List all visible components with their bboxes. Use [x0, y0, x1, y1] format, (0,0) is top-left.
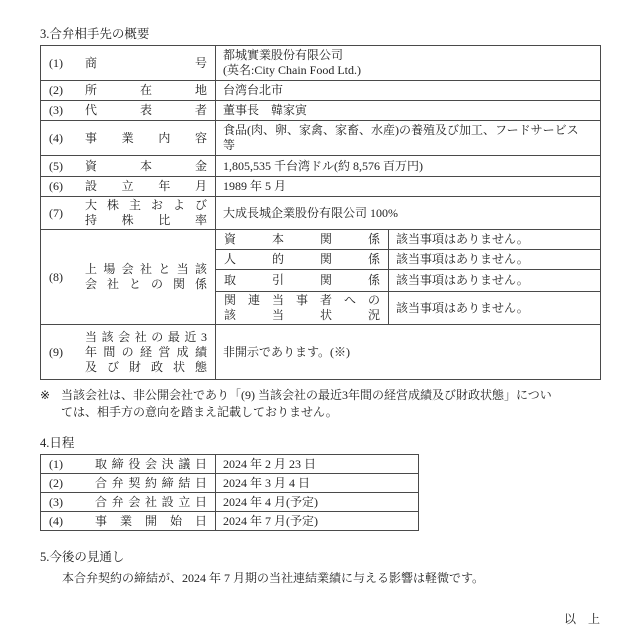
row-label-line2: 持 株 比 率: [85, 213, 207, 227]
relation-label: 人 的 関 係: [224, 252, 380, 266]
row-number: (1): [49, 456, 63, 471]
row-value: 2024 年 3 月 4 日: [223, 475, 311, 490]
row-label: 所 在 地: [85, 83, 207, 97]
row-label-cell: [41, 81, 216, 101]
row-value: 台湾台北市: [223, 83, 284, 97]
row-value: 2024 年 2 月 23 日: [223, 456, 317, 471]
row-number: (2): [49, 475, 63, 490]
row-value-cell: [216, 512, 419, 531]
relation-value-cell: [389, 270, 601, 292]
row-label: 商 号: [85, 55, 207, 70]
row-number: (9): [49, 344, 63, 359]
row-value-cell: [216, 325, 601, 380]
relation-label-cell: [216, 292, 389, 325]
relation-label: 資 本 関 係: [224, 232, 380, 246]
row-value: 2024 年 7 月(予定): [223, 513, 318, 528]
relation-label-line2: 該 当 状 況: [224, 308, 380, 322]
relation-label: 取 引 関 係: [224, 273, 380, 287]
company-name-english: (英名:City Chain Food Ltd.): [223, 63, 362, 77]
row-number: (6): [49, 179, 63, 193]
relation-value-cell: [389, 250, 601, 270]
row-label-line3: 及 び 財 政 状 態: [85, 359, 207, 374]
row-label-cell: [41, 101, 216, 121]
row-value-cell: [216, 121, 601, 156]
row-value-cell: [216, 197, 601, 230]
table-row: [41, 230, 601, 250]
row-number: (4): [49, 513, 63, 528]
outlook-text: 本合弁契約の締結が、2024 年 7 月期の当社連結業績に与える影響は軽微です。: [62, 571, 485, 585]
row-label: 当 該 会 社 の 最 近 3: [85, 329, 207, 344]
row-number: (2): [49, 83, 63, 97]
relation-label-cell: [216, 250, 389, 270]
relation-value: 該当事項はありません。: [396, 300, 529, 315]
row-value: 1989 年 5 月: [223, 179, 287, 193]
row-label: 代 表 者: [85, 103, 207, 117]
row-label-cell: [41, 455, 216, 474]
row-value-cell: [216, 156, 601, 177]
relation-label: 関 連 当 事 者 へ の: [224, 293, 380, 307]
row-value-cell: [216, 46, 601, 81]
row-value-cell: [216, 455, 419, 474]
relation-label-cell: [216, 230, 389, 250]
footnote: [40, 387, 600, 421]
row-label: 大 株 主 お よ び: [85, 198, 207, 212]
relation-value: 該当事項はありません。: [396, 273, 529, 287]
schedule-table: [40, 454, 419, 531]
row-label: 合 弁 契 約 締 結 日: [95, 475, 207, 490]
row-number: (4): [49, 130, 63, 145]
row-number: (1): [49, 55, 63, 70]
row-value-cell: [216, 81, 601, 101]
footnote-text: [61, 387, 600, 421]
row-label-cell: [41, 197, 216, 230]
outlook-heading: 5.今後の見通し: [40, 550, 125, 564]
row-label-cell: [41, 512, 216, 531]
row-label-cell: [41, 325, 216, 380]
table-row: [41, 474, 419, 493]
table-row: [41, 197, 601, 230]
row-value-cell: [216, 493, 419, 512]
row-label: 取 締 役 会 決 議 日: [95, 456, 207, 471]
relation-value-cell: [389, 230, 601, 250]
row-label-cell: [41, 230, 216, 325]
relation-label-cell: [216, 270, 389, 292]
footnote-line1: 当該会社は、非公開会社であり「(9) 当該会社の最近3年間の経営成績及び財政状態」につい: [61, 388, 552, 402]
relation-value: 該当事項はありません。: [396, 252, 529, 266]
row-value: 食品(肉、卵、家禽、家畜、水産)の養殖及び加工、フードサービス: [223, 123, 579, 137]
row-number: (7): [49, 205, 63, 220]
row-value: 非開示であります。(※): [223, 344, 351, 359]
row-value-cell: [216, 101, 601, 121]
row-label-line2: 会 社 と の 関 係: [85, 277, 207, 291]
row-number: (8): [49, 269, 63, 284]
row-label-line2: 年 間 の 経 営 成 績: [85, 344, 207, 359]
table-row: [41, 493, 419, 512]
row-label-cell: [41, 177, 216, 197]
table-row: [41, 156, 601, 177]
overview-heading: 3.合弁相手先の概要: [40, 27, 150, 41]
company-name: 都城實業股份有限公司: [223, 48, 344, 62]
table-row: [41, 177, 601, 197]
footnote-line2: ては、相手方の意向を踏まえ記載しておりません。: [61, 405, 338, 419]
table-row: [41, 121, 601, 156]
row-value-cell: [216, 474, 419, 493]
row-label: 資 本 金: [85, 158, 207, 173]
table-row: [41, 512, 419, 531]
relation-value: 該当事項はありません。: [396, 232, 529, 246]
row-number: (5): [49, 158, 63, 173]
table-row: [41, 81, 601, 101]
row-value-cell: [216, 177, 601, 197]
table-row: [41, 46, 601, 81]
row-label: 合 弁 会 社 設 立 日: [95, 494, 207, 509]
row-label-cell: [41, 46, 216, 81]
footnote-marker: ※: [40, 388, 51, 402]
row-label-cell: [41, 156, 216, 177]
row-label: 事 業 内 容: [85, 130, 207, 145]
table-row: [41, 101, 601, 121]
row-value: 1,805,535 千台湾ドル(約 8,576 百万円): [223, 158, 423, 173]
row-label: 上 場 会 社 と 当 該: [85, 262, 207, 276]
row-label-cell: [41, 121, 216, 156]
relation-value-cell: [389, 292, 601, 325]
row-value: 大成長城企業股份有限公司 100%: [223, 205, 398, 220]
row-value-continued: 等: [223, 138, 236, 152]
overview-table: [40, 45, 601, 380]
row-value: 2024 年 4 月(予定): [223, 494, 318, 509]
row-label-cell: [41, 493, 216, 512]
row-value: 董事長 韓家寅: [223, 103, 308, 117]
table-row: [41, 455, 419, 474]
row-label-cell: [41, 474, 216, 493]
row-number: (3): [49, 103, 63, 117]
closing-mark: 以 上: [563, 612, 600, 626]
row-label: 設 立 年 月: [85, 179, 207, 193]
row-label: 事 業 開 始 日: [95, 513, 207, 528]
table-row: [41, 325, 601, 380]
schedule-heading: 4.日程: [40, 436, 75, 450]
row-number: (3): [49, 494, 63, 509]
